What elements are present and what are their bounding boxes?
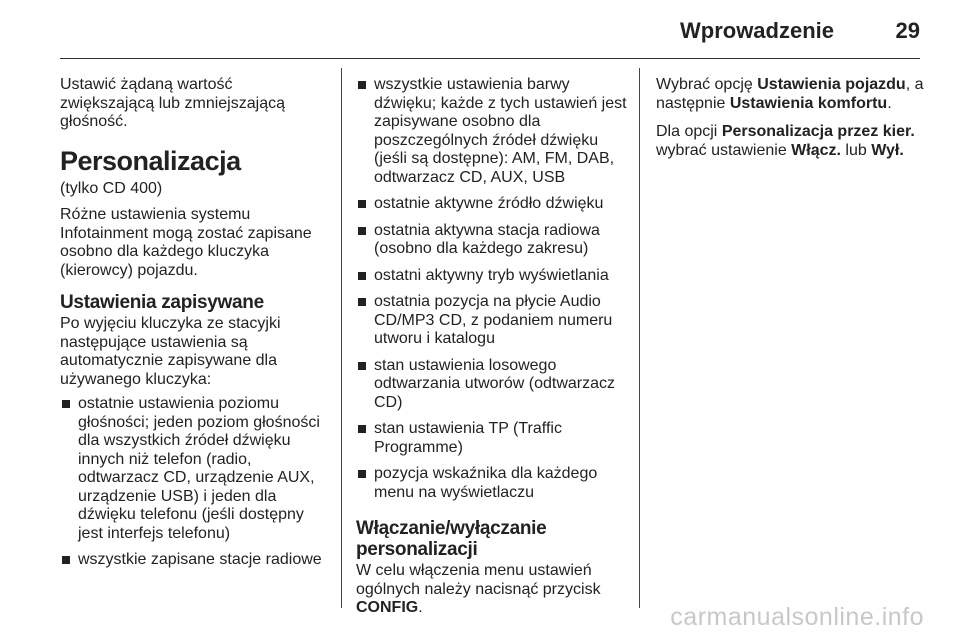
column-divider-1	[341, 68, 342, 608]
header-rule	[60, 58, 920, 59]
config-period: .	[418, 599, 423, 616]
paragraph-config	[356, 562, 628, 618]
text-fragment: , a następnie	[656, 76, 924, 112]
option-label-off: Wył.	[871, 141, 904, 159]
subsection-heading-toggle-personalization: Włączanie/wyłączanie personalizacji	[356, 518, 547, 560]
paragraph-select-option	[656, 76, 924, 113]
menu-label-personalization: Personalizacja przez kier.	[721, 123, 915, 140]
text-fragment: .	[887, 94, 892, 112]
watermark: carmanualsonline.info	[670, 603, 924, 631]
paragraph-settings-description: Różne ustawienia systemu Infotainment mogą zostać zapisane osobno dla każdego kluczyka (kierowcy) pojazdu.	[60, 206, 312, 279]
page-section-title: Wprowadzenie	[679, 18, 834, 43]
list-item: ostatnie ustawienia poziomu głośności; jeden poziom głośności dla wszystkich źródeł dźwięku innych niż telefon (radio, odtwarzacz CD, urządzenie AUX, urządzenie USB) i jeden dla dźwięku telefonu (jeśli dostępny jest interfejs telefonu)	[60, 395, 330, 543]
paragraph-personalization-option	[656, 123, 924, 160]
page-number: 29	[895, 18, 920, 43]
text-fragment: Dla opcji	[656, 123, 722, 140]
section-heading-personalizacja: Personalizacja	[60, 145, 241, 176]
menu-label-vehicle-settings: Ustawienia pojazdu	[757, 76, 906, 93]
list-item: wszystkie ustawienia barwy dźwięku; każde z tych ustawień jest zapisywane osobno dla poszczególnych źródeł dźwięku (jeśli są dostępne): AM, FM, DAB, odtwarzacz CD, AUX, USB	[356, 76, 628, 187]
column-2	[356, 76, 628, 628]
list-item: ostatnia aktywna stacja radiowa (osobno dla każdego zakresu)	[356, 222, 628, 259]
list-item: ostatnia pozycja na płycie Audio CD/MP3 CD, z podaniem numeru utworu i katalogu	[356, 293, 628, 349]
list-item: wszystkie zapisane stacje radiowe	[60, 551, 330, 570]
config-text: W celu włączenia menu ustawień ogólnych należy nacisnąć przycisk	[356, 562, 601, 598]
text-fragment: Wybrać opcję	[656, 76, 758, 93]
config-button-label: CONFIG	[356, 599, 419, 616]
list-item: ostatni aktywny tryb wyświetlania	[356, 267, 628, 286]
menu-label-comfort-settings: Ustawienia komfortu	[729, 94, 888, 112]
text-fragment: wybrać ustawienie	[656, 141, 792, 159]
list-item: ostatnie aktywne źródło dźwięku	[356, 195, 628, 214]
column-divider-2	[639, 68, 640, 608]
text-fragment: lub	[840, 141, 872, 159]
list-item: stan ustawienia losowego odtwarzania utworów (odtwarzacz CD)	[356, 357, 628, 413]
section-subheading: (tylko CD 400)	[60, 179, 163, 197]
list-item: pozycja wskaźnika dla każdego menu na wyświetlaczu	[356, 465, 628, 502]
column-1	[60, 76, 330, 578]
paragraph-saved-intro: Po wyjęciu kluczyka ze stacyjki następujące ustawienia są automatycznie zapisywane dla używanego kluczyka:	[60, 315, 281, 388]
subsection-heading-saved-settings: Ustawienia zapisywane	[60, 292, 264, 313]
column-3	[656, 76, 924, 170]
option-label-on: Włącz.	[791, 141, 841, 159]
list-item: stan ustawienia TP (Traffic Programme)	[356, 420, 628, 457]
intro-paragraph: Ustawić żądaną wartość zwiększającą lub zmniejszającą głośność.	[60, 76, 285, 130]
